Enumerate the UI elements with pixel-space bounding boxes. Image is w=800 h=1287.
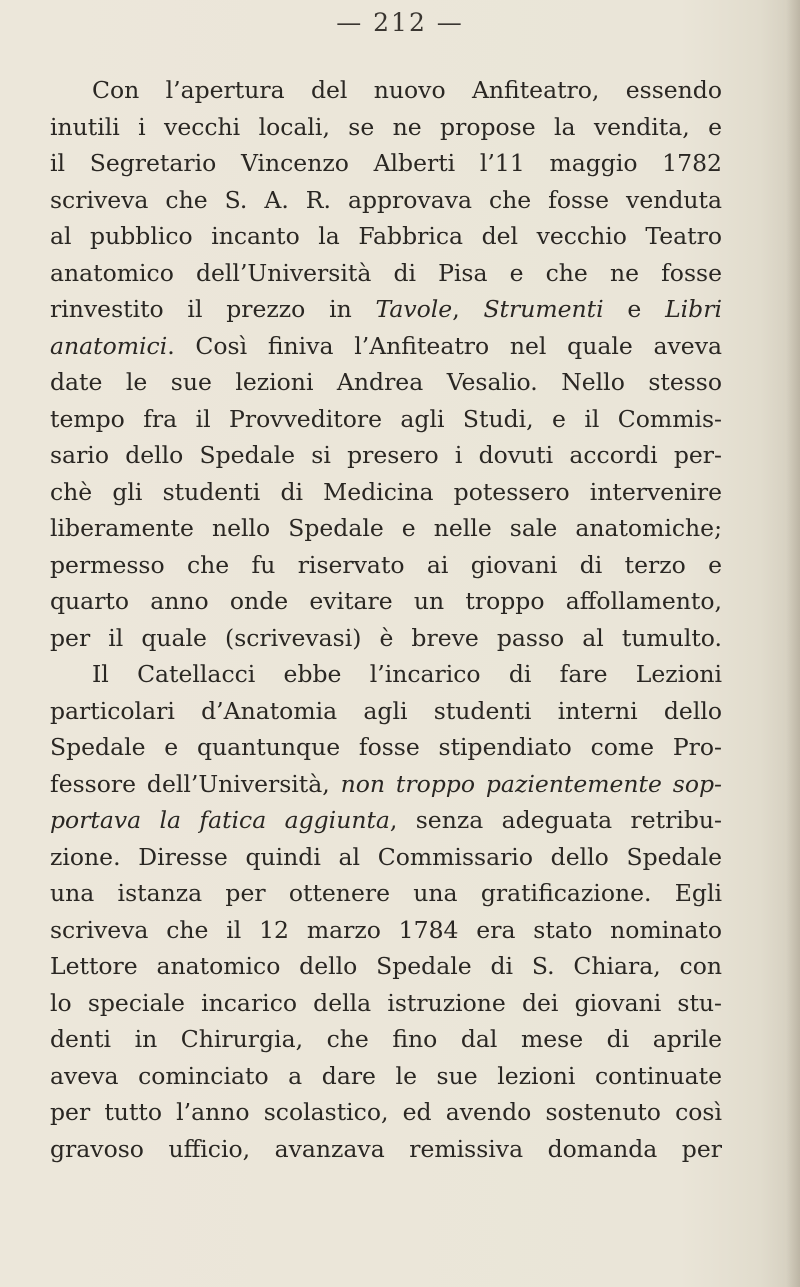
text-line: quarto anno onde evitare un troppo affollamento, bbox=[50, 587, 722, 615]
italic-title: Libri bbox=[665, 295, 722, 323]
text-line: una istanza per ottenere una gratificazione. Egli bbox=[50, 879, 722, 907]
italic-quote: non troppo pazientemente sop- bbox=[340, 769, 722, 798]
italic-title: anatomici bbox=[50, 331, 168, 360]
page-edge-shadow bbox=[786, 0, 800, 1287]
text-line: liberamente nello Spedale e nelle sale anatomiche; bbox=[50, 514, 722, 542]
italic-title: Tavole bbox=[375, 295, 453, 323]
text-line: Con l’apertura del nuovo Anfiteatro, essendo bbox=[92, 76, 722, 104]
text-line: scriveva che il 12 marzo 1784 era stato nominato bbox=[50, 915, 722, 944]
text-line: tempo fra il Provveditore agli Studi, e il Commis- bbox=[50, 404, 722, 433]
text-line: scriveva che S. A. R. approvava che fosse venduta bbox=[50, 185, 722, 214]
text-line: anatomico dell’Università di Pisa e che ne fosse bbox=[50, 258, 722, 287]
text-line: date le sue lezioni Andrea Vesalio. Nello stesso bbox=[50, 368, 722, 396]
text-line: il Segretario Vincenzo Alberti l’11 maggio 1782 bbox=[50, 149, 722, 177]
text-line: portava la fatica aggiunta, senza adeguata retribu- bbox=[50, 806, 722, 834]
text-line: al pubblico incanto la Fabbrica del vecchio Teatro bbox=[50, 222, 722, 250]
text-line: chè gli studenti di Medicina potessero intervenire bbox=[50, 477, 722, 506]
text-line: aveva cominciato a dare le sue lezioni continuate bbox=[50, 1061, 722, 1090]
text-line: anatomici. Così finiva l’Anfiteatro nel quale aveva bbox=[50, 331, 722, 360]
text-line: inutili i vecchi locali, se ne propose la vendita, e bbox=[50, 112, 722, 141]
text-line: permesso che fu riservato ai giovani di terzo e bbox=[50, 550, 722, 579]
text-line: zione. Diresse quindi al Commissario dello Spedale bbox=[50, 842, 722, 871]
text-line: per il quale (scrivevasi) è breve passo al tumulto. bbox=[50, 623, 722, 652]
text-line: rinvestito il prezzo in Tavole, Strumenti e Libri bbox=[50, 295, 722, 323]
text-line: Spedale e quantunque fosse stipendiato come Pro- bbox=[50, 733, 722, 761]
text-line: fessore dell’Università, non troppo pazientemente sop- bbox=[50, 769, 722, 798]
italic-title: Strumenti bbox=[483, 295, 604, 323]
italic-quote: portava la fatica aggiunta bbox=[50, 806, 390, 834]
body-text bbox=[50, 72, 722, 1167]
text-line: particolari d’Anatomia agli studenti interni dello bbox=[50, 696, 722, 725]
text-line: Lettore anatomico dello Spedale di S. Chiara, con bbox=[50, 952, 722, 980]
text-line: sario dello Spedale si presero i dovuti accordi per- bbox=[50, 441, 722, 469]
page-number: — 212 — bbox=[336, 8, 464, 37]
text-line: lo speciale incarico della istruzione dei giovani stu- bbox=[50, 988, 722, 1017]
text-line: per tutto l’anno scolastico, ed avendo sostenuto così bbox=[50, 1098, 722, 1126]
text-line: gravoso ufficio, avanzava remissiva domanda per bbox=[50, 1134, 722, 1163]
text-line: denti in Chirurgia, che fino dal mese di aprile bbox=[50, 1025, 722, 1053]
text-line: Il Catellacci ebbe l’incarico di fare Lezioni bbox=[92, 660, 722, 688]
